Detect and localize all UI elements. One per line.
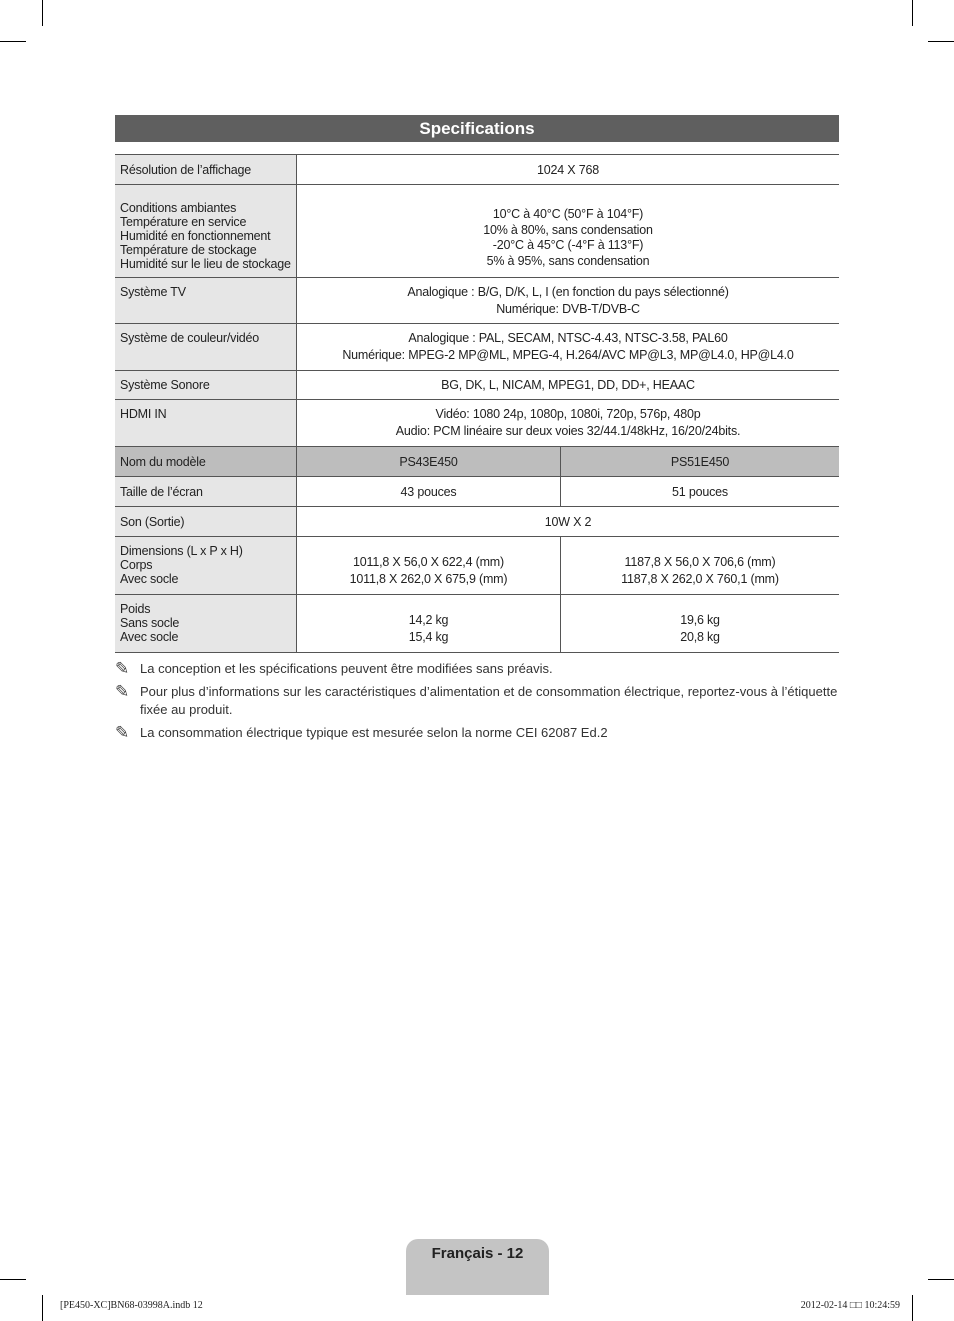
crop-mark xyxy=(928,1279,954,1280)
row-label: Son (Sortie) xyxy=(115,507,297,537)
specifications-table xyxy=(115,154,839,653)
row-label: Système de couleur/vidéo xyxy=(115,324,297,371)
label-line: Conditions ambiantes xyxy=(120,201,237,215)
pencil-icon: ✎ xyxy=(115,682,130,701)
row-label xyxy=(115,537,297,595)
value-line: Analogique : PAL, SECAM, NTSC-4.43, NTSC-3.58, PAL60 xyxy=(408,331,728,345)
table-row xyxy=(115,278,839,324)
note-text: La consommation électrique typique est mesurée selon la norme CEI 62087 Ed.2 xyxy=(140,725,608,740)
label-line: Température de stockage xyxy=(120,243,257,257)
row-label: HDMI IN xyxy=(115,400,297,447)
value-line: Numérique: MPEG-2 MP@ML, MPEG-4, H.264/AVC MP@L3, MP@L4.0, HP@L4.0 xyxy=(342,348,794,362)
footer-timestamp: 2012-02-14 □□ 10:24:59 xyxy=(800,1300,900,1311)
value-line: 1011,8 X 56,0 X 622,4 (mm) xyxy=(353,554,504,569)
label-line: Humidité sur le lieu de stockage xyxy=(120,257,291,271)
row-label: Taille de l’écran xyxy=(115,477,297,507)
row-label xyxy=(115,595,297,653)
row-value xyxy=(297,185,840,278)
value-b xyxy=(561,595,840,653)
label-line: Humidité en fonctionnement xyxy=(120,229,271,243)
table-row xyxy=(115,324,839,371)
row-label: Système TV xyxy=(115,278,297,324)
value-a: 43 pouces xyxy=(297,477,561,507)
table-row xyxy=(115,400,839,447)
footer-file-info: [PE450-XC]BN68-03998A.indb 12 xyxy=(60,1300,203,1311)
note-item xyxy=(115,724,839,742)
value-line: 19,6 kg xyxy=(680,612,720,627)
table-row xyxy=(115,477,839,507)
value-line: 5% à 95%, sans condensation xyxy=(486,253,650,268)
row-value: 1024 X 768 xyxy=(297,155,840,185)
crop-mark xyxy=(0,1279,26,1280)
page-label: Français - 12 xyxy=(431,1245,524,1262)
pencil-icon: ✎ xyxy=(115,723,130,742)
table-row xyxy=(115,595,839,653)
row-label xyxy=(115,185,297,278)
note-text: Pour plus d’informations sur les caractéristiques d’alimentation et de consommation électrique, reportez-vous à l’étiquette fixée au produit. xyxy=(140,684,838,717)
value-line: 10°C à 40°C (50°F à 104°F) xyxy=(492,207,644,221)
row-label: Nom du modèle xyxy=(115,447,297,477)
label-line: Poids xyxy=(120,602,151,616)
note-item xyxy=(115,683,839,719)
row-value: BG, DK, L, NICAM, MPEG1, DD, DD+, HEAAC xyxy=(297,371,840,400)
value-line: 1187,8 X 56,0 X 706,6 (mm) xyxy=(624,554,776,569)
table-row xyxy=(115,447,839,477)
page-number-tab xyxy=(406,1239,549,1295)
model-a: PS43E450 xyxy=(297,447,561,477)
table-row xyxy=(115,371,839,400)
value-b xyxy=(561,537,840,595)
notes-list xyxy=(115,660,839,747)
value-line: 10% à 80%, sans condensation xyxy=(483,222,653,237)
value-line: Vidéo: 1080 24p, 1080p, 1080i, 720p, 576p, 480p xyxy=(435,407,701,421)
value-line: -20°C à 45°C (-4°F à 113°F) xyxy=(492,238,644,252)
value-line: Audio: PCM linéaire sur deux voies 32/44.1/48kHz, 16/20/24bits. xyxy=(395,424,741,438)
label-line: Corps xyxy=(120,558,153,572)
value-line: 1187,8 X 262,0 X 760,1 (mm) xyxy=(621,571,779,586)
crop-mark xyxy=(928,41,954,42)
value-a xyxy=(297,537,561,595)
label-line: Température en service xyxy=(120,215,247,229)
value-line: 14,2 kg xyxy=(408,612,449,627)
crop-mark xyxy=(0,41,26,42)
row-label: Système Sonore xyxy=(115,371,297,400)
table-row xyxy=(115,537,839,595)
note-text: La conception et les spécifications peuvent être modifiées sans préavis. xyxy=(140,661,553,676)
value-line: 20,8 kg xyxy=(680,629,720,644)
row-value xyxy=(297,278,840,324)
pencil-icon: ✎ xyxy=(115,659,130,678)
value-line: 15,4 kg xyxy=(408,629,449,644)
table-row xyxy=(115,507,839,537)
label-line: Avec socle xyxy=(120,572,179,586)
section-title: Specifications xyxy=(115,115,839,142)
row-value xyxy=(297,324,840,371)
value-line: Numérique: DVB-T/DVB-C xyxy=(496,301,640,316)
model-b: PS51E450 xyxy=(561,447,840,477)
label-line: Sans socle xyxy=(120,616,180,630)
label-line: Avec socle xyxy=(120,630,179,644)
value-line: 1011,8 X 262,0 X 675,9 (mm) xyxy=(349,571,508,586)
value-b: 51 pouces xyxy=(561,477,840,507)
row-value xyxy=(297,400,840,447)
table-row xyxy=(115,185,839,278)
value-a xyxy=(297,595,561,653)
note-item xyxy=(115,660,839,678)
label-line: Dimensions (L x P x H) xyxy=(120,544,243,558)
crop-mark xyxy=(42,1295,43,1321)
table-row xyxy=(115,155,839,185)
crop-mark xyxy=(912,0,913,26)
crop-mark xyxy=(912,1295,913,1321)
value-line: Analogique : B/G, D/K, L, I (en fonction du pays sélectionné) xyxy=(407,284,729,299)
row-value: 10W X 2 xyxy=(297,507,840,537)
row-label: Résolution de l’affichage xyxy=(115,155,297,185)
crop-mark xyxy=(42,0,43,26)
